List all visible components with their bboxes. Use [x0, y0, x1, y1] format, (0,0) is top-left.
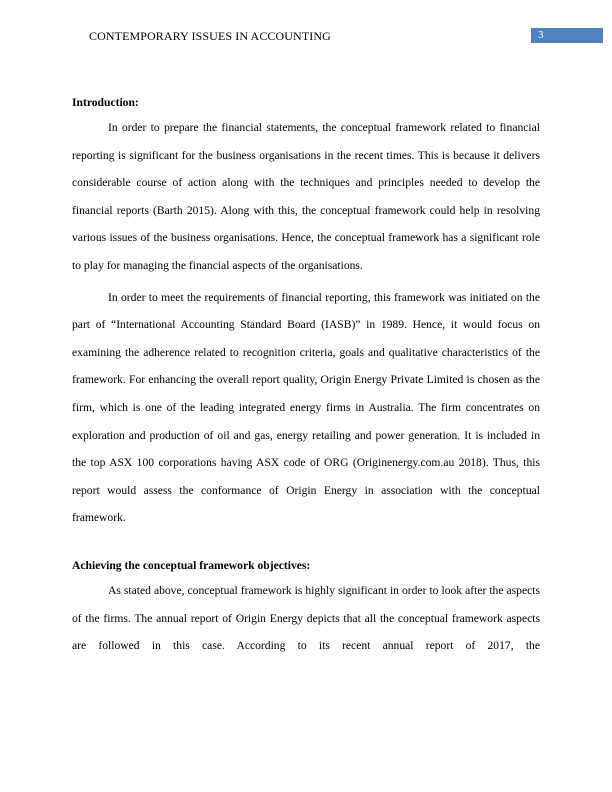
section-heading-objectives: Achieving the conceptual framework objectives: — [72, 558, 311, 572]
paragraph: In order to prepare the financial statements, the conceptual framework related to financial reporting is significant for the business organisations in the recent times. This is because it delivers considerable course of action along with the techniques and principles needed to develop the financial reports (Barth 2015). Along with this, the conceptual framework could help in resolving various issues of the business organisations. Hence, the conceptual framework has a significant role to play for managing the financial aspects of the organisations. — [72, 121, 540, 272]
paragraph: In order to meet the requirements of financial reporting, this framework was initiated on the part of “International Accounting Standard Board (IASB)” in 1989. Hence, it would focus on examining the adherence related to recognition criteria, goals and qualitative characteristics of the framework. For enhancing the overall report quality, Origin Energy Private Limited is chosen as the firm, which is one of the leading integrated energy firms in Australia. The firm concentrates on exploration and production of oil and gas, energy retailing and power generation. It is included in the top ASX 100 corporations having ASX code of ORG (Originenergy.com.au 2018). Thus, this report would assess the conformance of Origin Energy in association with the conceptual framework. — [72, 290, 540, 525]
document-body — [72, 96, 540, 660]
section-heading-introduction: Introduction: — [72, 96, 139, 109]
running-header-title: CONTEMPORARY ISSUES IN ACCOUNTING — [89, 29, 331, 43]
paragraph: As stated above, conceptual framework is highly significant in order to look after the aspects of the firms. The annual report of Origin Energy depicts that all the conceptual framework aspects are followed in this case. According to its recent annual report of 2017, the — [72, 583, 540, 653]
page-number: 3 — [531, 28, 603, 43]
